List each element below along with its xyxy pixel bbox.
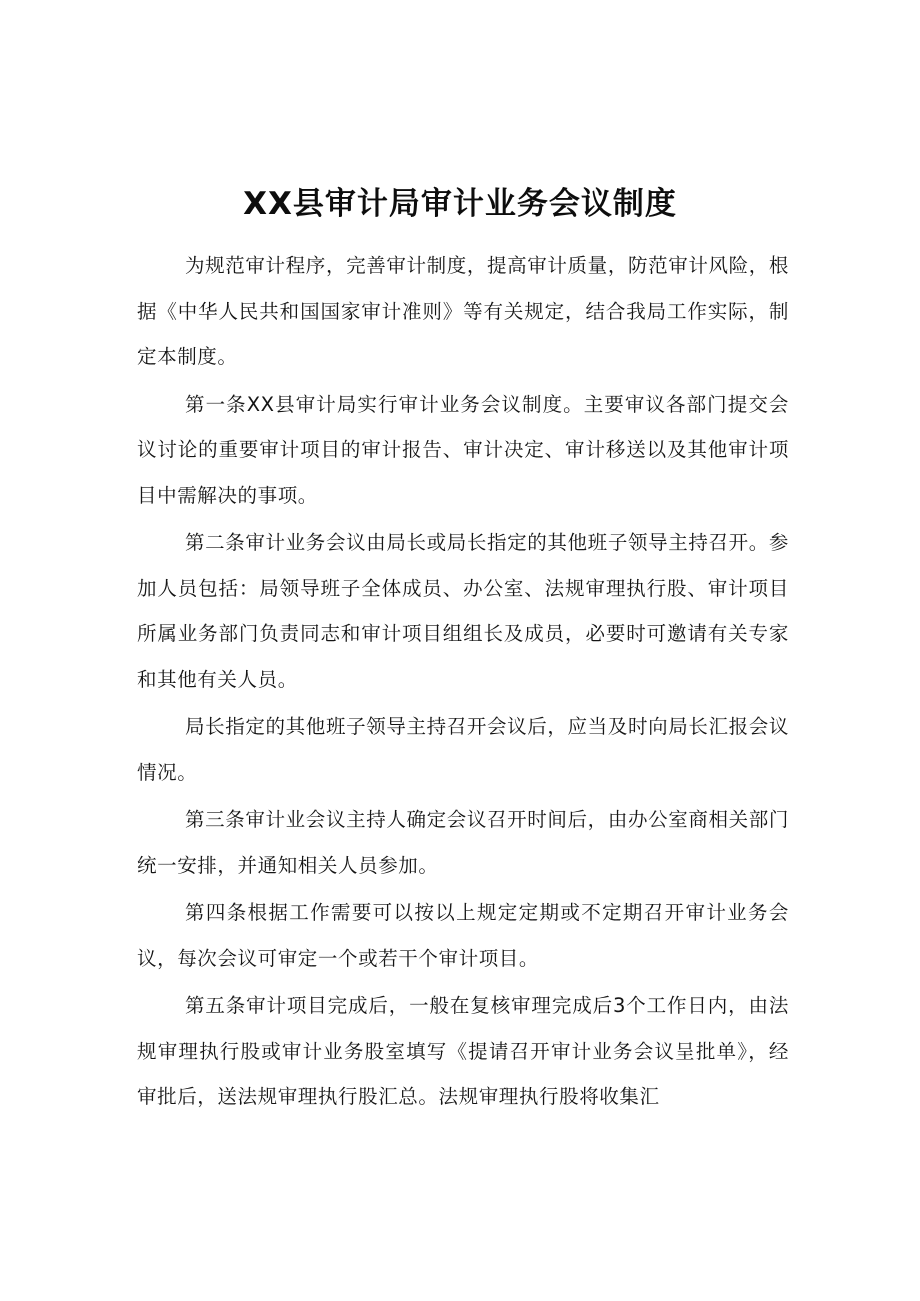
- paragraph-article-4: 第四条根据工作需要可以按以上规定定期或不定期召开审计业务会议，每次会议可审定一个或若干个审计项目。: [137, 901, 789, 970]
- document-body: [137, 243, 789, 1120]
- paragraph-article-2-supplement: 局长指定的其他班子领导主持召开会议后，应当及时向局长汇报会议情况。: [137, 715, 789, 784]
- paragraph-article-2: 第二条审计业务会议由局长或局长指定的其他班子领导主持召开。参加人员包括：局领导班子全体成员、办公室、法规审理执行股、审计项目所属业务部门负责同志和审计项目组组长及成员，必要时可邀请有关专家和其他有关人员。: [137, 531, 789, 691]
- paragraph-article-3: 第三条审计业会议主持人确定会议召开时间后，由办公室商相关部门统一安排，并通知相关人员参加。: [137, 808, 789, 877]
- paragraph-article-1: 第一条XX县审计局实行审计业务会议制度。主要审议各部门提交会议讨论的重要审计项目的审计报告、审计决定、审计移送以及其他审计项目中需解决的事项。: [137, 392, 789, 507]
- paragraph-article-5: 第五条审计项目完成后，一般在复核审理完成后3个工作日内，由法规审理执行股或审计业务股室填写《提请召开审计业务会议呈批单》，经审批后，送法规审理执行股汇总。法规审理执行股将收集汇: [137, 994, 789, 1108]
- document-title: XX县审计局审计业务会议制度: [243, 186, 677, 222]
- paragraph-preamble: 为规范审计程序，完善审计制度，提高审计质量，防范审计风险，根据《中华人民共和国国家审计准则》等有关规定，结合我局工作实际，制定本制度。: [137, 254, 789, 368]
